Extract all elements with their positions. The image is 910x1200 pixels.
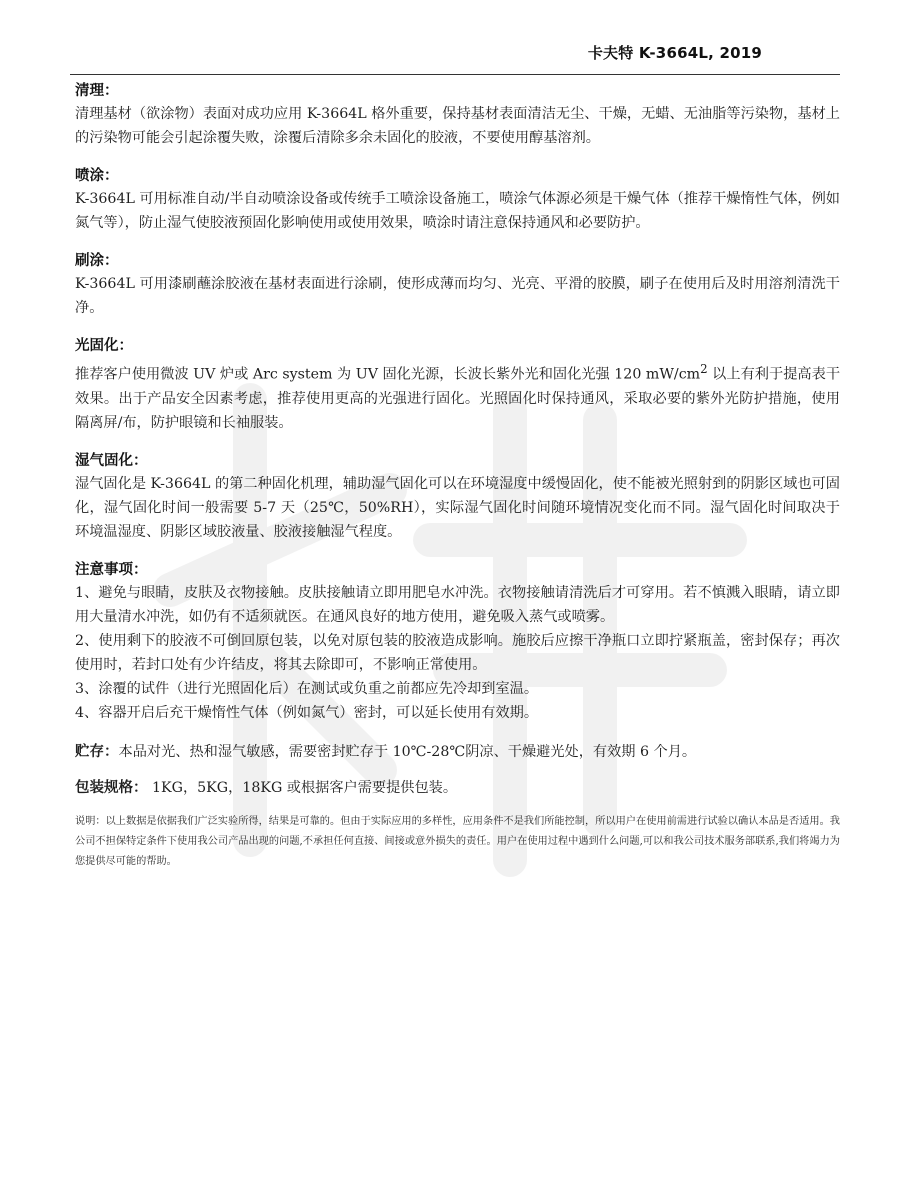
document-body [75, 80, 840, 872]
section-heading: 喷涂： [75, 168, 119, 184]
storage-label: 贮存： [75, 743, 119, 760]
packaging-label: 包装规格： [75, 779, 148, 796]
section-brushing [75, 250, 840, 320]
section-light-curing [75, 335, 840, 435]
section-text [75, 357, 840, 435]
section-text: 湿气固化是 K-3664L 的第二种固化机理，辅助湿气固化可以在环境湿度中缓慢固化，使不能被光照射到的阴影区域也可固化，湿气固化时间一般需要 5-7 天（25℃，50%RH），实际湿气固化时间随环境情况变化而不同。湿气固化时间取决于环境温湿度、阴影区域胶液量、胶液接触湿气程度。 [75, 475, 840, 540]
section-text: K-3664L 可用标准自动/半自动喷涂设备或传统手工喷涂设备施工，喷涂气体源必须是干燥气体（推荐干燥惰性气体，例如氮气等），防止湿气使胶液预固化影响使用或使用效果，喷涂时请注意保持通风和必要防护。 [75, 191, 840, 231]
document-header-title: 卡夫特 K-3664L, 2019 [587, 44, 762, 62]
section-heading: 刷涂： [75, 253, 119, 269]
storage-row [75, 740, 840, 764]
packaging-row [75, 776, 840, 800]
header-divider [70, 74, 840, 75]
section-spraying [75, 165, 840, 235]
section-text: K-3664L 可用漆刷蘸涂胶液在基材表面进行涂刷，使形成薄而均匀、光亮、平滑的胶膜，刷子在使用后及时用溶剂清洗干净。 [75, 276, 840, 316]
section-heading: 清理： [75, 83, 119, 99]
section-heading: 光固化： [75, 338, 133, 354]
list-item: 2、使用剩下的胶液不可倒回原包装，以免对原包装的胶液造成影响。施胶后应擦干净瓶口立即拧紧瓶盖，密封保存；再次使用时，若封口处有少许结皮，将其去除即可，不影响正常使用。 [75, 632, 840, 673]
section-precautions [75, 559, 840, 725]
section-text-part: 推荐客户使用微波 UV 炉或 Arc system 为 UV 固化光源，长波长紫外光和固化光强 120 mW/cm [75, 366, 701, 383]
section-heading: 注意事项： [75, 561, 148, 578]
list-item: 1、避免与眼睛，皮肤及衣物接触。皮肤接触请立即用肥皂水冲洗。衣物接触请清洗后才可穿用。若不慎溅入眼睛，请立即用大量清水冲洗，如仍有不适须就医。在通风良好的地方使用，避免吸入蒸气或喷雾。 [75, 584, 840, 625]
list-item: 3、涂覆的试件（进行光照固化后）在测试或负重之前都应先冷却到室温。 [75, 680, 539, 697]
section-moisture-curing [75, 450, 840, 544]
list-item: 4、容器开启后充干燥惰性气体（例如氮气）密封，可以延长使用有效期。 [75, 704, 539, 721]
section-heading: 湿气固化： [75, 452, 148, 469]
unit-superscript: 2 [700, 362, 708, 376]
section-text: 清理基材（欲涂物）表面对成功应用 K-3664L 格外重要，保持基材表面清洁无尘、干燥，无蜡、无油脂等污染物，基材上的污染物可能会引起涂覆失败，涂覆后清除多余未固化的胶液，不要使用醇基溶剂。 [75, 106, 840, 146]
disclaimer-text: 说明：以上数据是依据我们广泛实验所得，结果是可靠的。但由于实际应用的多样性，应用条件不是我们所能控制，所以用户在使用前需进行试验以确认本品是否适用。我公司不担保特定条件下使用我公司产品出现的问题,不承担任何直接、间接或意外损失的责任。用户在使用过程中遇到什么问题,可以和我公司技术服务部联系,我们将竭力为您提供尽可能的帮助。 [75, 815, 840, 867]
packaging-text: 1KG，5KG，18KG 或根据客户需要提供包装。 [147, 779, 458, 796]
storage-text: 本品对光、热和湿气敏感，需要密封贮存于 10℃-28℃阴凉、干燥避光处，有效期 6 个月。 [118, 743, 697, 760]
section-text-part: 以上有利于提高表干效果。出于产品安全因素考虑，推荐使用更高的光强进行固化。光照固化时保持通风，采取必要的紫外光防护措施，使用隔离屏/布，防护眼镜和长袖服装。 [75, 366, 841, 431]
section-cleaning [75, 80, 840, 150]
